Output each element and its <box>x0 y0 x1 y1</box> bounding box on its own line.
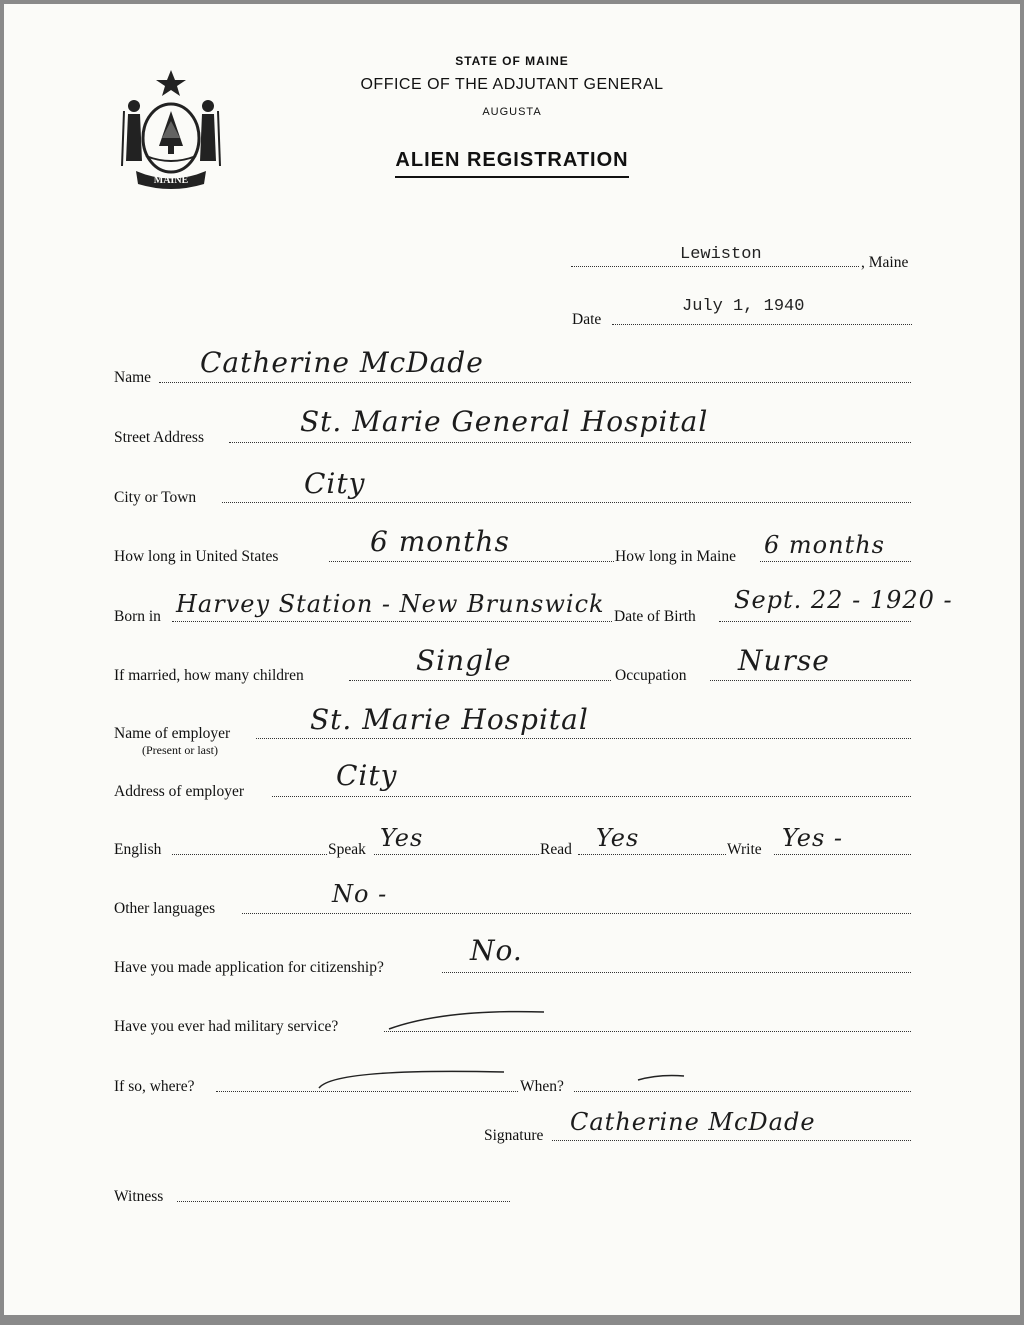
when-line <box>574 1091 911 1092</box>
employer-line <box>256 738 911 739</box>
when-dash-mark <box>634 1070 694 1086</box>
occupation-value: Nurse <box>738 644 830 677</box>
place-line <box>571 266 859 267</box>
name-value: Catherine McDade <box>200 346 484 379</box>
place-value: Lewiston <box>680 245 762 264</box>
city-town-line <box>222 502 911 503</box>
speak-value: Yes <box>380 824 424 852</box>
witness-label: Witness <box>114 1188 164 1205</box>
english-label: English <box>114 841 162 858</box>
speak-label: Speak <box>328 841 366 858</box>
citizenship-value: No. <box>470 934 523 967</box>
speak-line <box>374 854 539 855</box>
english-line <box>172 854 327 855</box>
witness-line <box>177 1201 510 1202</box>
how-long-us-value: 6 months <box>370 525 510 558</box>
how-long-us-line <box>329 561 614 562</box>
how-long-maine-label: How long in Maine <box>615 548 736 565</box>
employer-note: (Present or last) <box>142 743 218 757</box>
signature-label: Signature <box>484 1127 544 1144</box>
other-languages-value: No - <box>332 880 388 908</box>
read-line <box>578 854 726 855</box>
if-so-where-label: If so, where? <box>114 1078 195 1095</box>
signature-value: Catherine McDade <box>570 1108 816 1136</box>
registration-form <box>4 4 1020 1315</box>
date-of-birth-label: Date of Birth <box>614 608 696 625</box>
married-children-label: If married, how many children <box>114 667 304 684</box>
svg-text:MAINE: MAINE <box>153 175 189 186</box>
occupation-line <box>710 680 911 681</box>
other-languages-label: Other languages <box>114 900 216 917</box>
read-value: Yes <box>596 824 640 852</box>
maine-label: , Maine <box>861 254 909 271</box>
employer-label: Name of employer <box>114 725 231 742</box>
header-office: OFFICE OF THE ADJUTANT GENERAL <box>360 76 664 93</box>
name-line <box>159 382 911 383</box>
date-value: July 1, 1940 <box>682 297 805 316</box>
employer-address-label: Address of employer <box>114 783 244 800</box>
date-of-birth-value: Sept. 22 - 1920 - <box>734 586 953 614</box>
header-city: AUGUSTA <box>482 106 542 118</box>
date-line <box>612 324 912 325</box>
name-label: Name <box>114 369 152 386</box>
married-children-value: Single <box>416 644 512 677</box>
how-long-maine-line <box>760 561 911 562</box>
born-in-value: Harvey Station - New Brunswick <box>176 590 605 618</box>
born-in-line <box>172 621 612 622</box>
city-town-label: City or Town <box>114 489 197 506</box>
street-line <box>229 442 911 443</box>
header-state: STATE OF MAINE <box>455 54 569 68</box>
street-label: Street Address <box>114 429 204 446</box>
other-languages-line <box>242 913 911 914</box>
if-so-where-line <box>216 1091 518 1092</box>
street-value: St. Marie General Hospital <box>300 405 709 438</box>
date-of-birth-line <box>719 621 911 622</box>
employer-value: St. Marie Hospital <box>310 703 589 736</box>
write-value: Yes - <box>782 824 844 852</box>
write-line <box>774 854 911 855</box>
write-label: Write <box>727 841 762 858</box>
date-label: Date <box>572 311 602 328</box>
city-town-value: City <box>304 467 366 500</box>
signature-line <box>552 1140 911 1141</box>
employer-address-value: City <box>336 759 398 792</box>
when-label: When? <box>520 1078 564 1095</box>
citizenship-line <box>442 972 911 973</box>
read-label: Read <box>540 841 572 858</box>
how-long-maine-value: 6 months <box>764 531 885 559</box>
how-long-us-label: How long in United States <box>114 548 279 565</box>
where-dash-mark <box>314 1066 514 1090</box>
military-label: Have you ever had military service? <box>114 1018 339 1035</box>
born-in-label: Born in <box>114 608 161 625</box>
form-title: ALIEN REGISTRATION <box>4 149 1020 178</box>
employer-address-line <box>272 796 911 797</box>
citizenship-label: Have you made application for citizenship? <box>114 959 384 976</box>
married-children-line <box>349 680 611 681</box>
military-dash-mark <box>384 1004 554 1034</box>
occupation-label: Occupation <box>615 667 687 684</box>
